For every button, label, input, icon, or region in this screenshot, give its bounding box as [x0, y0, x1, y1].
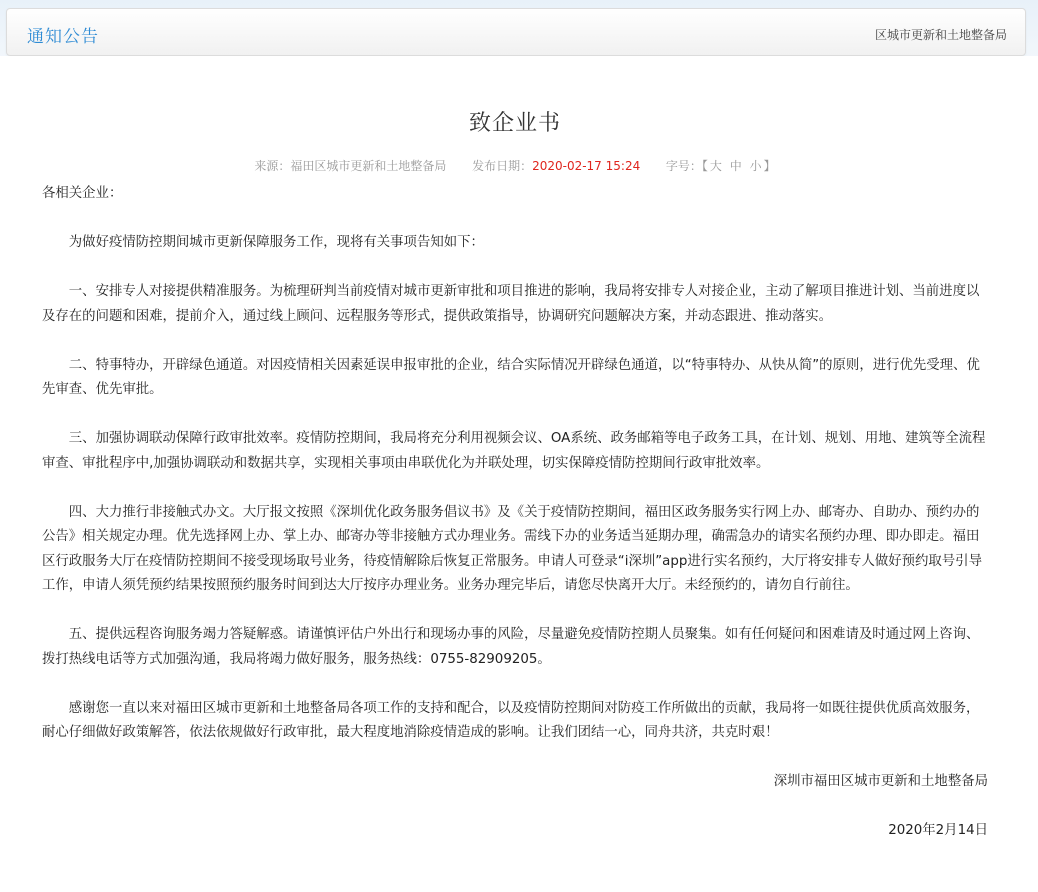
department-name: 区城市更新和土地整备局 — [874, 28, 1007, 42]
font-size-small-link[interactable]: 小 — [749, 159, 762, 173]
paragraph-item-5: 五、提供远程咨询服务竭力答疑解惑。请谨慎评估户外出行和现场办事的风险，尽量避免疫情防控期人员聚集。如有任何疑问和困难请及时通过网上咨询、拨打热线电话等方式加强沟通，我局将竭力做好服务，服务热线：0755-82909205。 — [42, 627, 980, 667]
header-bar — [6, 8, 1026, 56]
publish-date: 2020-02-17 15:24 — [532, 159, 641, 173]
article-title: 致企业书 — [468, 111, 561, 136]
font-size-label: 字号： — [665, 159, 702, 173]
font-size-medium-link[interactable]: 中 — [729, 159, 742, 173]
source-value: 福田区城市更新和土地整备局 — [290, 159, 447, 173]
bracket-open: 【 — [701, 159, 708, 173]
paragraph-item-3: 三、加强协调联动保障行政审批效率。疫情防控期间，我局将充分利用视频会议、OA系统、政务邮箱等电子政务工具，在计划、规划、用地、建筑等全流程审查、审批程序中,加强协调联动和数据共享，实现相关事项由串联优化为并联处理，切实保障疫情防控期间行政审批效率。 — [42, 431, 986, 471]
article-body — [42, 182, 988, 868]
source-label: 来源： — [254, 159, 291, 173]
section-title[interactable]: 通知公告 — [27, 27, 99, 47]
paragraph-item-1: 一、安排专人对接提供精准服务。为梳理研判当前疫情对城市更新审批和项目推进的影响，我局将安排专人对接企业，主动了解项目推进计划、当前进度以及存在的问题和困难，提前介入，通过线上顾问、远程服务等形式，提供政策指导，协调研究问题解决方案，并动态跟进、推动落实。 — [42, 284, 980, 324]
paragraph-intro: 为做好疫情防控期间城市更新保障服务工作，现将有关事项告知如下： — [68, 235, 484, 250]
date-label: 发布日期： — [472, 159, 533, 173]
signature: 深圳市福田区城市更新和土地整备局 — [773, 774, 988, 789]
bracket-close: 】 — [763, 159, 776, 173]
paragraph-thanks: 感谢您一直以来对福田区城市更新和土地整备局各项工作的支持和配合，以及疫情防控期间对防疫工作所做出的贡献，我局将一如既往提供优质高效服务，耐心仔细做好政策解答，依法依规做好行政审批，最大程度地消除疫情造成的影响。让我们团结一心，同舟共济，共克时艰！ — [42, 700, 980, 740]
paragraph-item-2: 二、特事特办，开辟绿色通道。对因疫情相关因素延误申报审批的企业，结合实际情况开辟绿色通道，以“特事特办、从快从简”的原则，进行优先受理、优先审查、优先审批。 — [42, 357, 980, 397]
font-size-large-link[interactable]: 大 — [709, 159, 722, 173]
salutation: 各相关企业： — [42, 186, 123, 201]
article — [0, 56, 1038, 892]
article-meta — [0, 157, 1030, 174]
paragraph-item-4: 四、大力推行非接触式办文。大厅报文按照《深圳优化政务服务倡议书》及《关于疫情防控期间，福田区政务服务实行网上办、邮寄办、自助办、预约办的公告》相关规定办理。优先选择网上办、掌上办、邮寄办等非接触方式办理业务。需线下办的业务适当延期办理，确需急办的请实名预约办理、即办即走。福田区行政服务大厅在疫情防控期间不接受现场取号业务，待疫情解除后恢复正常服务。申请人可登录“i深圳”app进行实名预约，大厅将安排专人做好预约取号引导工作，申请人须凭预约结果按照预约服务时间到达大厅按序办理业务。业务办理完毕后，请您尽快离开大厅。未经预约的，请勿自行前往。 — [42, 504, 982, 593]
sign-date: 2020年2月14日 — [888, 823, 988, 838]
